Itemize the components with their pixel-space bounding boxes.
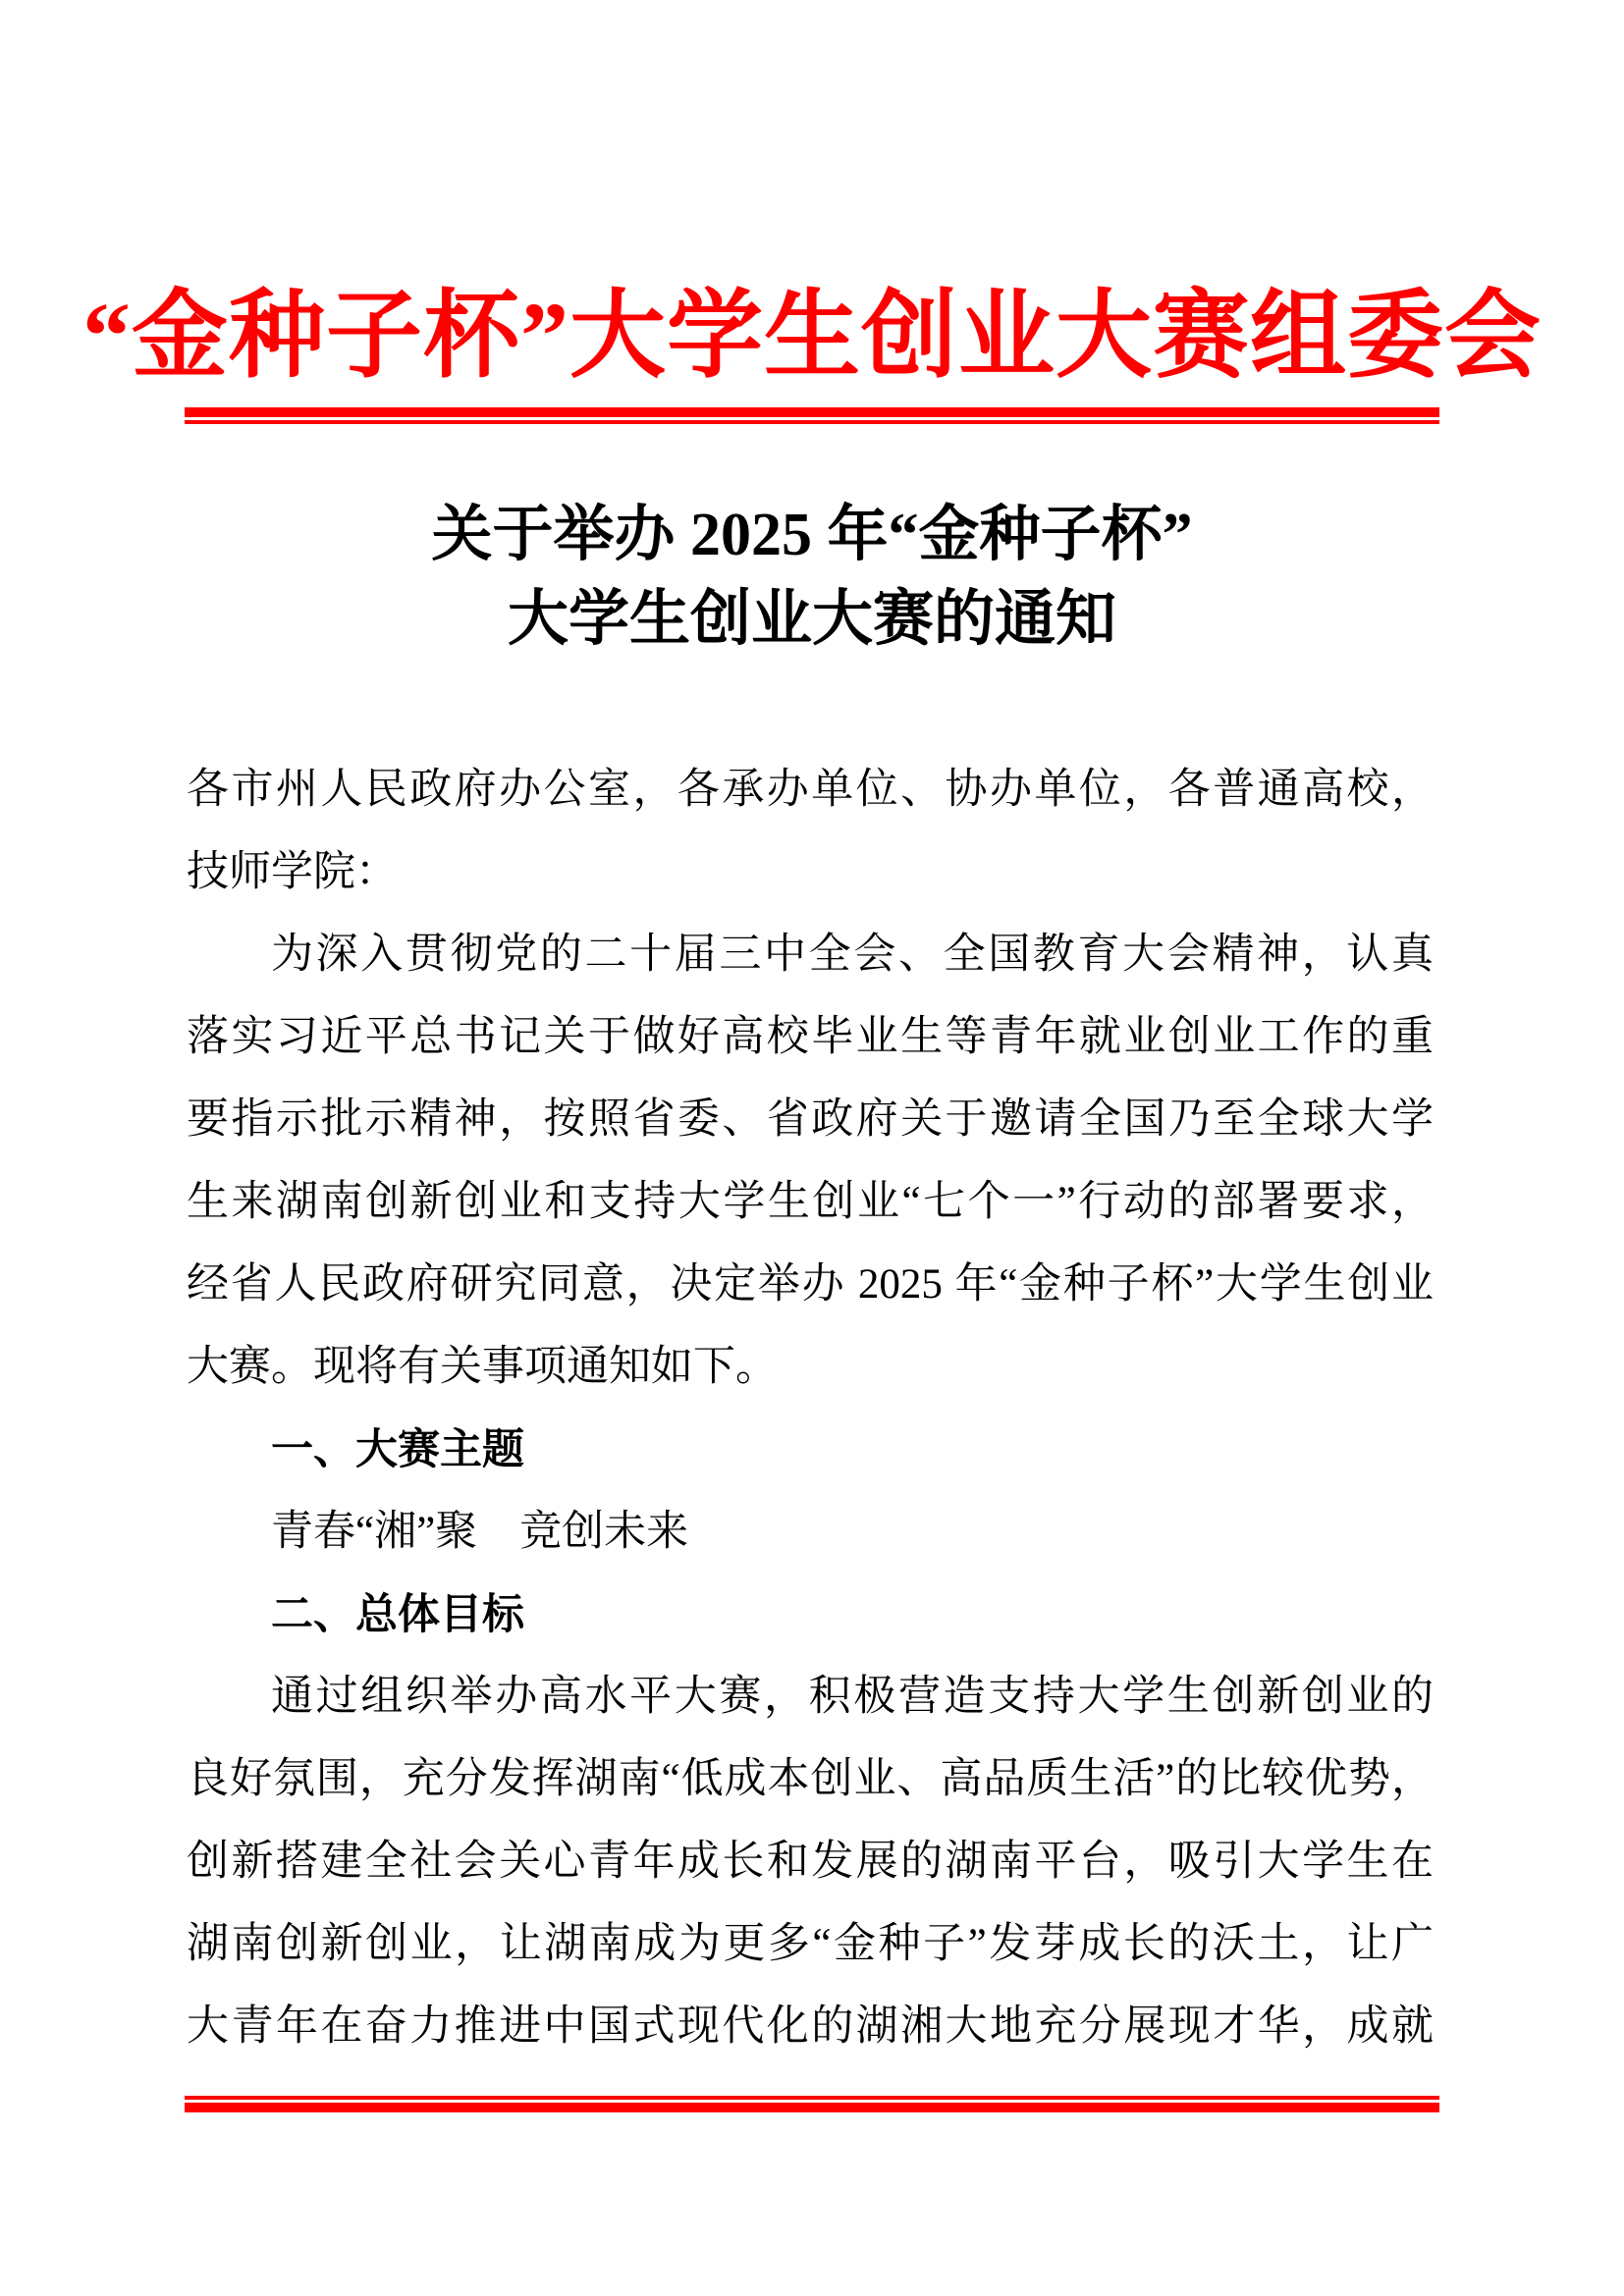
section-heading: 二、总体目标 bbox=[271, 1591, 524, 1638]
body-line: 良好氛围，充分发挥湖南“低成本创业、高品质生活”的比较优势， bbox=[187, 1756, 1434, 1802]
body-line: 要指示批示精神，按照省委、省政府关于邀请全国乃至全球大学 bbox=[187, 1096, 1434, 1143]
notice-title-line2: 大学生创业大赛的通知 bbox=[507, 586, 1116, 653]
divider-thick-bar bbox=[185, 407, 1439, 417]
body-line: 为深入贯彻党的二十届三中全会、全国教育大会精神，认真 bbox=[271, 932, 1434, 978]
body-line: 生来湖南创新创业和支持大学生创业“七个一”行动的部署要求， bbox=[187, 1179, 1434, 1225]
body-line: 创新搭建全社会关心青年成长和发展的湖南平台，吸引大学生在 bbox=[187, 1839, 1434, 1885]
notice-title bbox=[0, 493, 1624, 662]
divider-thin-bar bbox=[185, 2096, 1439, 2100]
section-heading: 一、大赛主题 bbox=[271, 1426, 524, 1473]
body-line: 大赛。现将有关事项通知如下。 bbox=[187, 1344, 778, 1390]
notice-title-line1: 关于举办 2025 年“金种子杯” bbox=[431, 502, 1193, 568]
body-line: 青春“湘”聚 竞创未来 bbox=[271, 1509, 689, 1555]
body-line: 技师学院： bbox=[187, 849, 398, 895]
body-line: 各市州人民政府办公室，各承办单位、协办单位，各普通高校， bbox=[187, 767, 1434, 813]
letterhead-divider bbox=[185, 407, 1439, 424]
letterhead-org-name: “金种子杯”大学生创业大赛组委会 bbox=[81, 284, 1542, 390]
body-line: 落实习近平总书记关于做好高校毕业生等青年就业创业工作的重 bbox=[187, 1014, 1434, 1060]
footer-divider bbox=[185, 2096, 1439, 2112]
body-line: 大青年在奋力推进中国式现代化的湖湘大地充分展现才华，成就 bbox=[187, 2003, 1434, 2050]
body-line: 通过组织举办高水平大赛，积极营造支持大学生创新创业的 bbox=[271, 1674, 1434, 1720]
body-line: 湖南创新创业，让湖南成为更多“金种子”发芽成长的沃土，让广 bbox=[187, 1921, 1434, 1967]
divider-thin-bar bbox=[185, 420, 1439, 424]
body-line: 经省人民政府研究同意，决定举办 2025 年“金种子杯”大学生创业 bbox=[187, 1261, 1434, 1308]
divider-thick-bar bbox=[185, 2103, 1439, 2112]
document-body bbox=[187, 749, 1434, 2068]
